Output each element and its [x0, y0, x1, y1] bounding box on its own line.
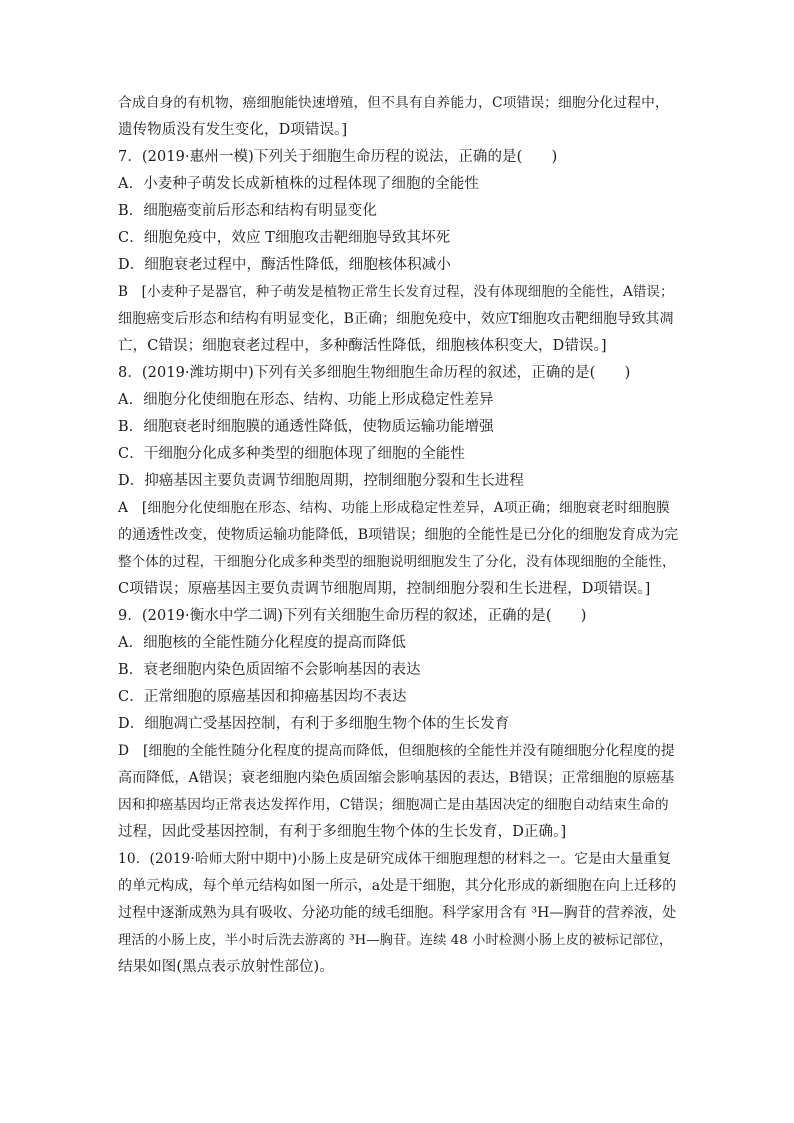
question-8-stem: 8．(2019·潍坊期中)下列有关多细胞生物细胞生命历程的叙述，正确的是( ): [118, 365, 631, 381]
question-9-answer: D [细胞的全能性随分化程度的提高而降低，但细胞核的全能性并没有随细胞分化程度的提: [118, 743, 675, 759]
question-9-answer: 过程，因此受基因控制，有利于多细胞生物个体的生长发育，D正确。]: [118, 824, 567, 840]
document-page: [118, 90, 678, 981]
question-9-option-a: A．细胞核的全能性随分化程度的提高而降低: [118, 635, 406, 651]
question-10-stem: 过程中逐渐成熟为具有吸收、分泌功能的绒毛细胞。科学家用含有 ³H—胸苷的营养液，处: [118, 905, 677, 921]
question-7-option-c: C．细胞免疫中，效应 T细胞攻击靶细胞导致其坏死: [118, 230, 451, 246]
question-8-option-b: B．细胞衰老时细胞膜的通透性降低，使物质运输功能增强: [118, 419, 494, 435]
question-7-option-a: A．小麦种子萌发长成新植株的过程体现了细胞的全能性: [118, 176, 479, 192]
question-7-stem: 7．(2019·惠州一模)下列关于细胞生命历程的说法，正确的是( ): [118, 149, 558, 165]
text-line: 遗传物质没有发生变化，D项错误。]: [118, 122, 348, 138]
question-10-stem: 理活的小肠上皮，半小时后洗去游离的 ³H—胸苷。连续 48 小时检测小肠上皮的被标记部位，: [118, 933, 673, 948]
question-10-stem: 的单元构成，每个单元结构如图一所示，a处是干细胞，其分化形成的新细胞在向上迁移的: [118, 878, 677, 894]
question-9-option-d: D．细胞凋亡受基因控制，有利于多细胞生物个体的生长发育: [118, 716, 510, 732]
question-9-option-b: B．衰老细胞内染色质固缩不会影响基因的表达: [118, 662, 421, 678]
question-9-option-c: C．正常细胞的原癌基因和抑癌基因均不表达: [118, 689, 407, 705]
question-8-answer: C项错误；原癌基因主要负责调节细胞周期，控制细胞分裂和生长进程，D项错误。]: [118, 581, 651, 597]
question-7-answer: 细胞癌变后形态和结构有明显变化，B正确；细胞免疫中，效应T细胞攻击靶细胞导致其凋: [118, 311, 674, 327]
question-7-option-d: D．细胞衰老过程中，酶活性降低，细胞核体积减小: [118, 257, 451, 273]
question-7-answer: B [小麦种子是器官，种子萌发是植物正常生长发育过程，没有体现细胞的全能性，A错误；: [118, 284, 674, 300]
question-7-answer: 亡，C错误；细胞衰老过程中，多种酶活性降低，细胞核体积变大，D错误。]: [118, 338, 607, 354]
question-10-stem: 结果如图(黑点表示放射性部位)。: [118, 959, 334, 975]
question-8-answer: 整个体的过程，干细胞分化成多种类型的细胞说明细胞发生了分化，没有体现细胞的全能性，: [118, 554, 676, 570]
question-8-answer: A [细胞分化使细胞在形态、结构、功能上形成稳定性差异，A项正确；细胞衰老时细胞膜: [118, 500, 670, 516]
text-line: 合成自身的有机物，癌细胞能快速增殖，但不具有自养能力，C项错误；细胞分化过程中，: [118, 95, 669, 111]
question-7-option-b: B．细胞癌变前后形态和结构有明显变化: [118, 203, 377, 219]
question-8-option-d: D．抑癌基因主要负责调节细胞周期，控制细胞分裂和生长进程: [118, 473, 524, 489]
question-10-stem: 10．(2019·哈师大附中期中)小肠上皮是研究成体干细胞理想的材料之一。它是由大量重复: [118, 851, 672, 867]
question-8-answer: 的通透性改变，使物质运输功能降低，B项错误；细胞的全能性是已分化的细胞发育成为完: [118, 527, 679, 543]
question-9-stem: 9．(2019·衡水中学二调)下列有关细胞生命历程的叙述，正确的是( ): [118, 608, 587, 624]
question-8-option-a: A．细胞分化使细胞在形态、结构、功能上形成稳定性差异: [118, 392, 494, 408]
question-9-answer: 因和抑癌基因均正常表达发挥作用，C错误；细胞凋亡是由基因决定的细胞自动结束生命的: [118, 797, 669, 813]
question-9-answer: 高而降低，A错误；衰老细胞内染色质固缩会影响基因的表达，B错误；正常细胞的原癌基: [118, 770, 675, 786]
question-8-option-c: C．干细胞分化成多种类型的细胞体现了细胞的全能性: [118, 446, 465, 462]
